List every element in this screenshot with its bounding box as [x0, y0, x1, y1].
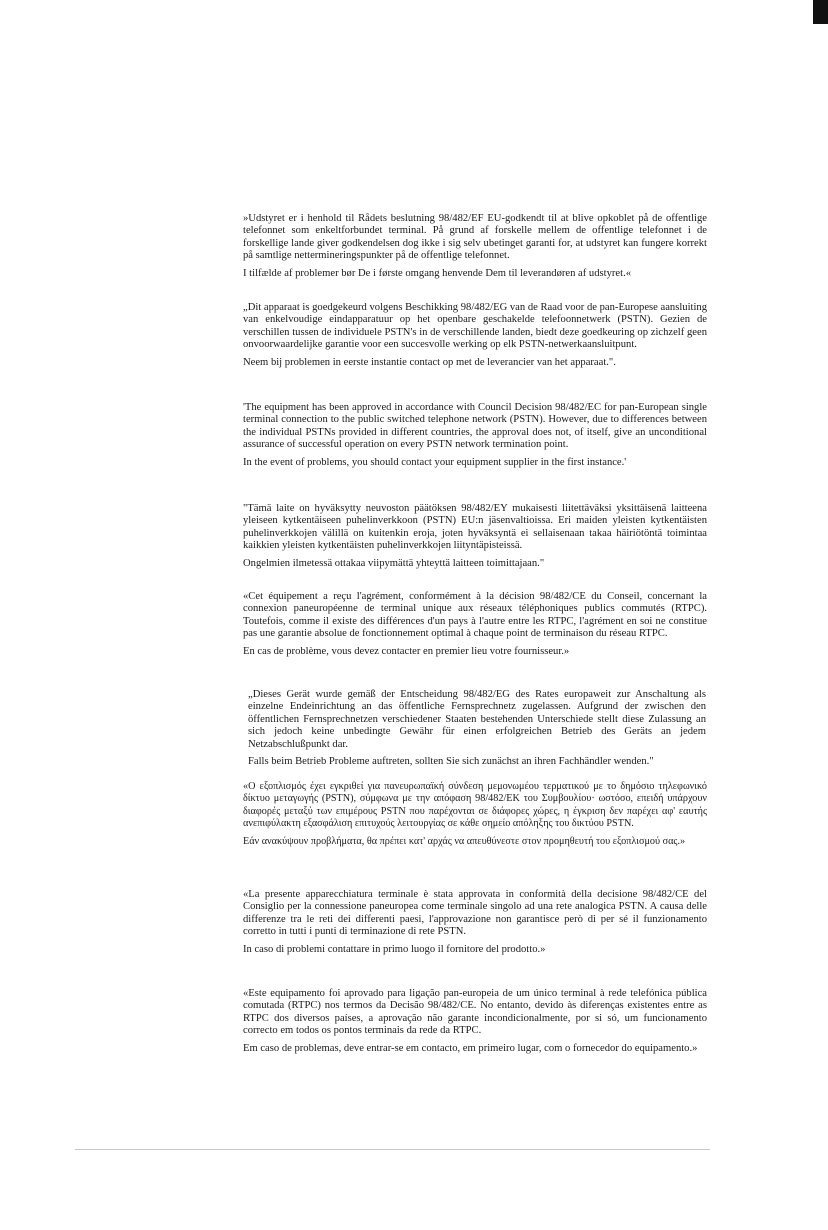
declaration-contact-text: In caso di problemi contattare in primo luogo il fornitore del prodotto.»	[243, 943, 546, 955]
declaration-main-text: 'The equipment has been approved in accordance with Council Decision 98/482/EC for pan-European single terminal connection to the public switched telephone network (PSTN). However, due to differences between the individual PSTNs provided in different countries, the approval does not, of itself, give an unconditional assurance of successful operation on every PSTN network termination point.	[243, 402, 707, 451]
declaration-danish	[243, 213, 707, 280]
declaration-main-text: «La presente apparecchiatura terminale è stata approvata in conformità della decisione 98/482/CE del Consiglio per la connessione paneuropea come terminale singolo ad una rete analogica PSTN. A causa delle differenze tra le reti dei differenti paesi, l'approvazione non garantisce però di per sé il funzionamento corretto in tutti i punti di terminazione di rete PSTN.	[243, 889, 707, 938]
page-edge-marker	[813, 0, 828, 24]
declaration-contact-text: Ongelmien ilmetessä ottakaa viipymättä yhteyttä laitteen toimittajaan."	[243, 557, 545, 569]
declaration-main-text: »Udstyret er i henhold til Rådets beslutning 98/482/EF EU-godkendt til at blive opkoblet på de offentlige telefonnet som enkeltforbundet terminal. På grund af forskelle mellem de offentlige telefonnet i de forskellige lande giver godkendelsen dog ikke i sig selv ubetinget garanti for, at udstyret kan fungere korrekt på samtlige nettermineringspunkter på de offentlige telefonnet.	[243, 213, 707, 262]
declaration-main-text: «Ο εξοπλισμός έχει εγκριθεί για πανευρωπαϊκή σύνδεση μεμονωμέου τερματικού με το δημόσιο τηλεφωνικό δίκτυο μεταγωγής (PSTN), σύμφωνα με την απόφαση 98/482/ΕΚ του Συμβουλίου· ωστόσο, επειδή υπάρχουν διαφορές μεταξύ των επιμέρους PSTN που παρέχονται σε διάφορες χώρες, η έγκριση δεν παρέχει αφ' εαυτής ανεπιφύλακτη εξασφάλιση επιτυχούς λειτουργίας σε κάθε σημείο απόληξης του δικτύου PSTN.	[243, 781, 707, 830]
declaration-contact-text: Neem bij problemen in eerste instantie contact op met de leverancier van het apparaat.".	[243, 356, 616, 368]
declaration-main-text: "Tämä laite on hyväksytty neuvoston päätöksen 98/482/EY mukaisesti liitettäväksi yksittäisenä laitteena yleiseen kytkentäiseen puhelinverkkoon (PSTN) EU:n jäsenvaltioissa. Eri maiden yleisten kytkentäisten puhelinverkkojen välillä on kuitenkin eroja, joten hyväksyntä ei sellaisenaan takaa häiriötöntä toimintaa kaikkien yleisten kytkentäisten puhelinverkkojen liityntäpisteissä.	[243, 503, 707, 552]
declaration-english	[243, 402, 707, 469]
declaration-contact-text: Εάν ανακύψουν προβλήματα, θα πρέπει κατ' αρχάς να απευθύνεστε στον προμηθευτή του εξοπλισμού σας.»	[243, 835, 686, 847]
footer-divider	[75, 1149, 710, 1150]
declaration-main-text: «Este equipamento foi aprovado para ligação pan-europeia de um único terminal à rede telefónica pública comutada (RTPC) nos termos da Decisão 98/482/CE. No entanto, devido às diferenças existentes entre as RTPC dos diversos países, a aprovação não garante incondicionalmente, por si só, um funcionamento correcto em todos os pontos terminais da rede da RTPC.	[243, 988, 707, 1037]
declaration-german	[248, 689, 706, 768]
declaration-greek	[243, 781, 707, 848]
declaration-contact-text: En cas de problème, vous devez contacter en premier lieu votre fournisseur.»	[243, 645, 570, 657]
declaration-finnish	[243, 503, 707, 570]
declaration-italian	[243, 889, 707, 956]
declaration-contact-text: Em caso de problemas, deve entrar-se em contacto, em primeiro lugar, com o fornecedor do equipamento.»	[243, 1042, 698, 1054]
declaration-contact-text: Falls beim Betrieb Probleme auftreten, sollten Sie sich zunächst an ihren Fachhändler wenden."	[248, 756, 654, 768]
declaration-contact-text: I tilfælde af problemer bør De i første omgang henvende Dem til leverandøren af udstyret.«	[243, 267, 632, 279]
declaration-contact-text: In the event of problems, you should contact your equipment supplier in the first instance.'	[243, 456, 627, 468]
declaration-portuguese	[243, 988, 707, 1055]
declaration-main-text: „Dieses Gerät wurde gemäß der Entscheidung 98/482/EG des Rates europaweit zur Anschaltung als einzelne Endeinrichtung an das öffentliche Fernsprechnetz zugelassen. Aufgrund der zwischen den öffentlichen Fernsprechnetzen verschiedener Staaten bestehenden Unterschiede stellt diese Zulassung an sich jedoch keine unbedingte Gewähr für einen erfolgreichen Betrieb des Geräts an jedem Netzabschlußpunkt dar.	[248, 689, 706, 750]
declaration-french	[243, 591, 707, 658]
declaration-dutch	[243, 302, 707, 369]
declaration-main-text: «Cet équipement a reçu l'agrément, conformément à la décision 98/482/CE du Conseil, concernant la connexion paneuropéenne de terminal unique aux réseaux téléphoniques publics commutés (RTPC). Toutefois, comme il existe des différences d'un pays à l'autre entre les RTPC, l'agrément en soi ne constitue pas une garantie absolue de fonctionnement optimal à chaque point de terminaison du réseau RTPC.	[243, 591, 707, 640]
declaration-main-text: „Dit apparaat is goedgekeurd volgens Beschikking 98/482/EG van de Raad voor de pan-Europese aansluiting van enkelvoudige eindapparatuur op het openbare geschakelde telefoonnetwerk (PSTN). Gezien de verschillen tussen de individuele PSTN's in de verschillende landen, biedt deze goedkeuring op zichzelf geen onvoorwaardelijke garantie voor een succesvolle werking op elk PSTN-netwerkaansluitpunt.	[243, 302, 707, 351]
